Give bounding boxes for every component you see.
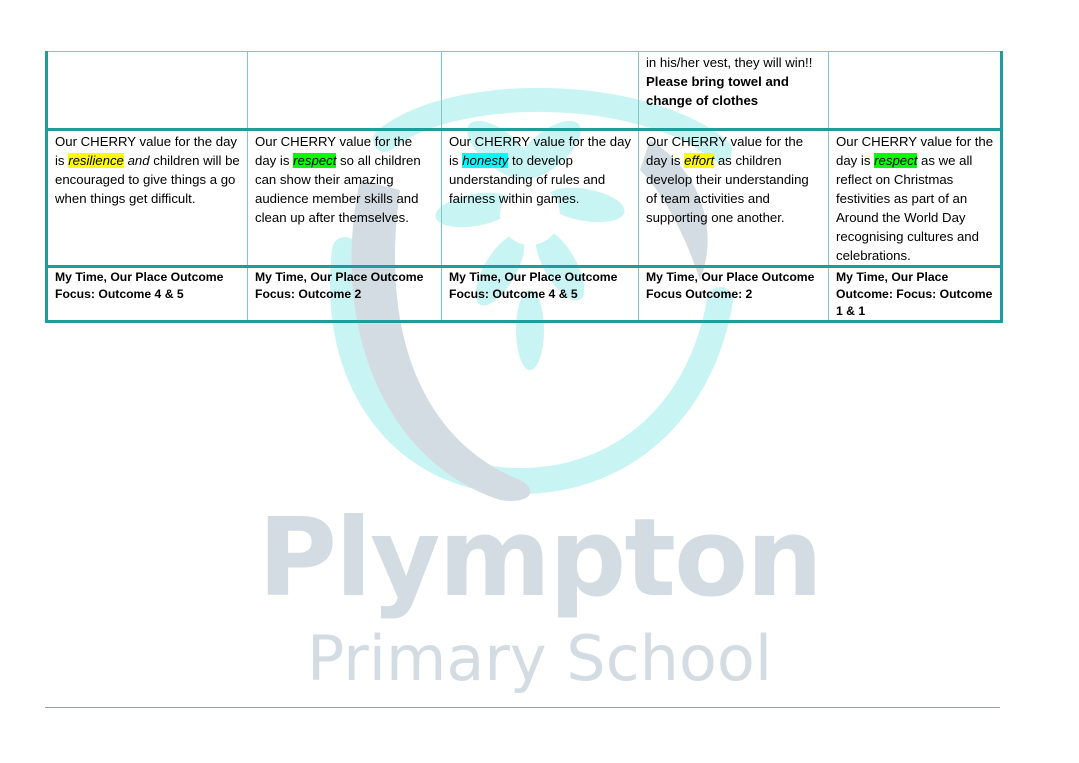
cell-text: as we all reflect on Christmas festivities as part of an Around the World Day recognising cultures and celebrations. (836, 153, 979, 263)
table-cell (47, 52, 248, 130)
table-cell (248, 130, 442, 267)
value-highlight: resilience (68, 153, 124, 168)
outcome-cell: My Time, Our Place Outcome: Focus: Outcome 1 & 1 (829, 267, 1002, 322)
cell-text: in his/her vest, they will win!! (646, 55, 813, 70)
outcome-cell: My Time, Our Place Outcome Focus: Outcome 2 (248, 267, 442, 322)
outcome-cell: My Time, Our Place Outcome Focus Outcome: 2 (639, 267, 829, 322)
table-cell (829, 52, 1002, 130)
cell-text: as children develop their understanding of team activities and supporting one another. (646, 153, 809, 225)
cell-bold-note: Please bring towel and change of clothes (646, 74, 789, 108)
table-cell (442, 130, 639, 267)
watermark-school-subtitle: Primary School (306, 622, 773, 695)
table-cell (639, 130, 829, 267)
value-highlight: effort (684, 153, 715, 168)
activity-timetable (45, 51, 1003, 323)
table-cell (829, 130, 1002, 267)
table-cell (47, 130, 248, 267)
cell-text: Our CHERRY value for the day is (55, 134, 238, 168)
cell-text: Our CHERRY value for the day is (255, 134, 413, 168)
table-row (47, 130, 1002, 267)
cell-text: Our CHERRY value for the day is (646, 134, 804, 168)
cell-text: Our CHERRY value for the day is (836, 134, 994, 168)
value-highlight: honesty (462, 153, 509, 168)
outcome-cell: My Time, Our Place Outcome Focus: Outcome 4 & 5 (47, 267, 248, 322)
table-cell (248, 52, 442, 130)
watermark-school-name: Plympton (257, 496, 822, 621)
cell-text: children will be encouraged to give things a go when things get difficult. (55, 153, 240, 206)
table-row (47, 52, 1002, 130)
outcome-cell: My Time, Our Place Outcome Focus: Outcome 4 & 5 (442, 267, 639, 322)
table-cell (442, 52, 639, 130)
cell-text: so all children can show their amazing audience member skills and clean up after themselves. (255, 153, 421, 225)
cell-text: to develop understanding of rules and fairness within games. (449, 153, 606, 206)
footer-divider (45, 707, 1000, 708)
table-cell (639, 52, 829, 130)
cell-text: Our CHERRY value for the day is (449, 134, 632, 168)
cell-text-italic: and (123, 153, 150, 168)
table-row (47, 267, 1002, 322)
value-highlight: respect (874, 153, 918, 168)
value-highlight: respect (293, 153, 337, 168)
